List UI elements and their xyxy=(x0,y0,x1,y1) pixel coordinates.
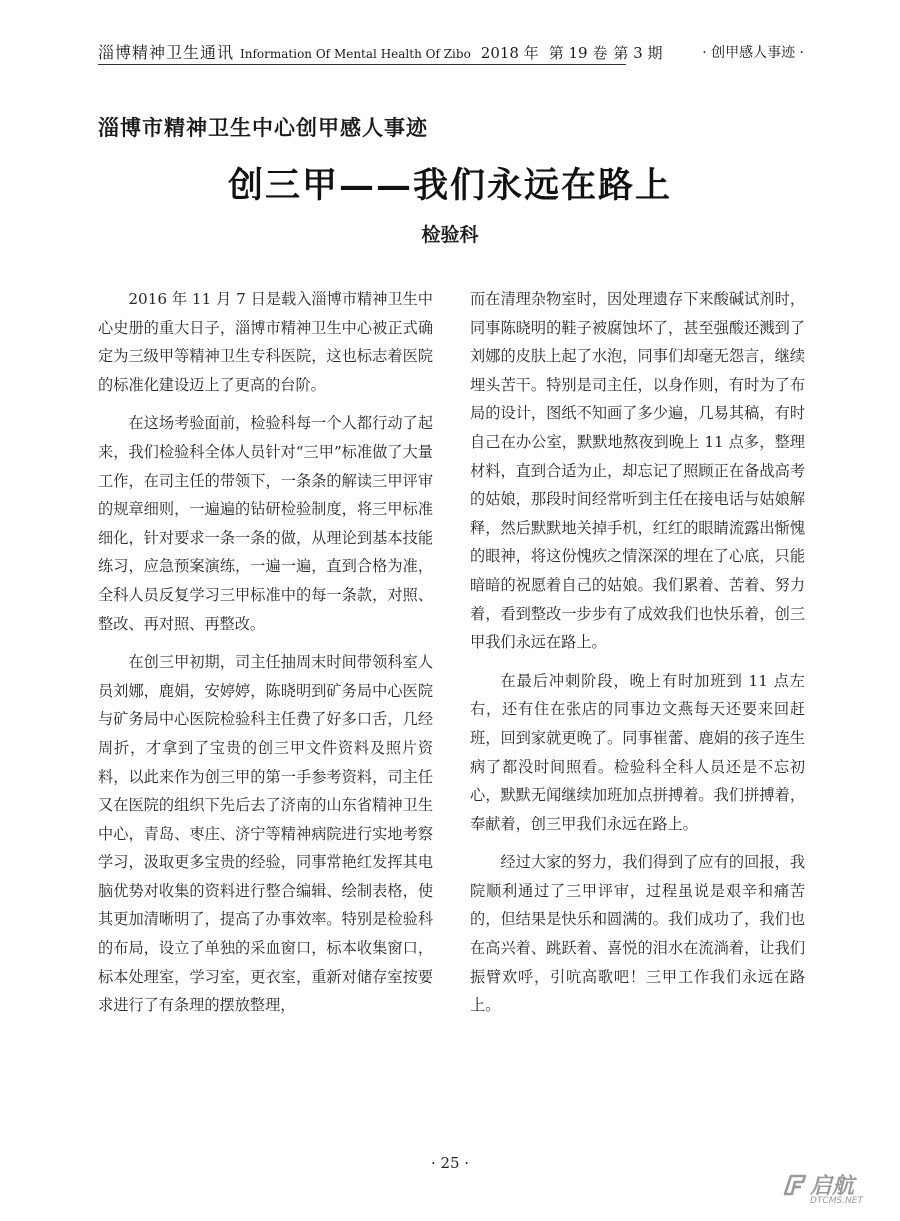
paragraph: 经过大家的努力，我们得到了应有的回报，我院顺利通过了三甲评审，过程虽说是艰辛和痛苦的，但结果是快乐和圆满的。我们成功了，我们也在高兴着、跳跃着、喜悦的泪水在流淌着，让我们振臂欢呼，引吭高歌吧！三甲工作我们永远在路上。 xyxy=(470,853,805,1015)
publication-name-en: Information Of Mental Health Of Zibo xyxy=(240,47,471,61)
watermark-name: 启航 xyxy=(810,1174,855,1199)
paragraph-continued: 而在清理杂物室时，因处理遗存下来酸碱试剂时，同事陈晓明的鞋子被腐蚀坏了，甚至强酸还溅到了刘娜的皮肤上起了水泡，同事们却毫无怨言，继续埋头苦干。特别是司主任，以身作则，有时为了布局的设计，图纸不知画了多少遍，几易其稿，有时自己在办公室，默默地熬夜到晚上 11 点多，整理材料，直到合适为止，却忘记了照顾正在备战高考的姑娘，那段时间经常听到主任在接电话与姑娘解释，然后默默地关掉手机，红红的眼睛流露出惭愧的眼神，将这份愧疚之情深深的埋在了心底，只能暗暗的祝愿着自己的姑娘。我们累着、苦着、努力着，看到整改一步步有了成效我们也快乐着，创三甲我们永远在路上。 xyxy=(470,290,805,652)
paragraph: 在这场考验面前，检验科每一个人都行动了起来，我们检验科全体人员针对“三甲”标准做了大量工作，在司主任的带领下，一条条的解读三甲评审的规章细则，一遍遍的钻研检验制度，将三甲标准细化，针对要求一条一条的做，从理论到基本技能练习，应急预案演练，一遍一遍，直到合格为准，全科人员反复学习三甲标准中的每一条款，对照、整改、再对照、再整改。 xyxy=(98,414,433,633)
column-title: 淄博市精神卫生中心创甲感人事迹 xyxy=(98,115,428,140)
running-header xyxy=(98,40,804,70)
watermark-url: DTCMS.NET xyxy=(810,1196,863,1206)
section-label: · 创甲感人事迹 · xyxy=(702,45,804,61)
publication-name-cn: 淄博精神卫生通讯 xyxy=(98,43,235,62)
article-author: 检验科 xyxy=(421,224,479,246)
publication-volume: 第 19 卷 xyxy=(548,44,608,62)
body-column-right xyxy=(470,285,805,1030)
publication-year: 2018 年 xyxy=(480,44,539,62)
article-title: 创三甲——我们永远在路上 xyxy=(227,165,672,206)
paragraph: 在创三甲初期，司主任抽周末时间带领科室人员刘娜，鹿娟，安婷婷，陈晓明到矿务局中心医院与矿务局中心医院检验科主任费了好多口舌，几经周折，才拿到了宝贵的创三甲文件资料及照片资料，以此来作为创三甲的第一手参考资料，司主任又在医院的组织下先后去了济南的山东省精神卫生中心，青岛、枣庄、济宁等精神病院进行实地考察学习，汲取更多宝贵的经验，同事常艳红发挥其电脑优势对收集的资料进行整合编辑、绘制表格，使其更加清晰明了，提高了办事效率。特别是检验科的布局，设立了单独的采血窗口，标本收集窗口，标本处理室，学习室，更衣室，重新对储存室按要求进行了有条理的摆放整理， xyxy=(98,653,433,1015)
dtcms-logo-icon xyxy=(782,1172,808,1198)
watermark xyxy=(782,1169,884,1209)
body-column-left xyxy=(98,285,433,1030)
publication-info xyxy=(98,40,662,63)
paragraph: 在最后冲刺阶段，晚上有时加班到 11 点左右，还有住在张店的同事边文燕每天还要来回赶班，回到家就更晚了。同事崔蕾、鹿娟的孩子连生病了都没时间照看。检验科全科人员还是不忘初心，默默无闻继续加班加点拼搏着。我们拼搏着，奉献着，创三甲我们永远在路上。 xyxy=(470,671,805,833)
header-rule xyxy=(98,64,626,65)
page-number: · 25 · xyxy=(430,1154,470,1172)
publication-issue: 第 3 期 xyxy=(613,44,663,62)
paragraph: 2016 年 11 月 7 日是载入淄博市精神卫生中心史册的重大日子，淄博市精神卫生中心被正式确定为三级甲等精神卫生专科医院，这也标志着医院的标准化建设迈上了更高的台阶。 xyxy=(98,290,433,394)
